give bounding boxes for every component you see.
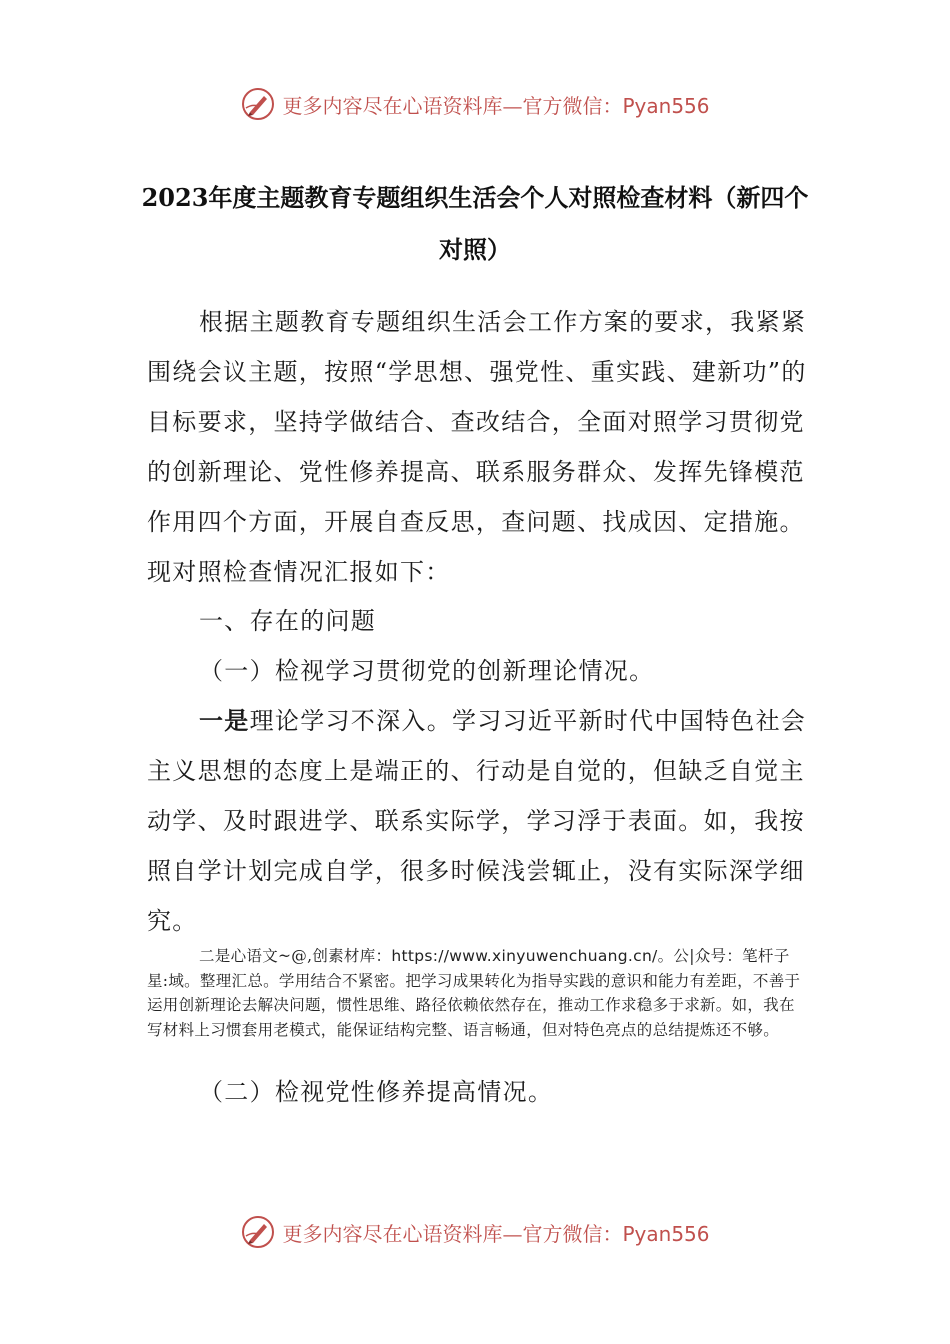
subsection-heading-party-spirit: （二）检视党性修养提高情况。 bbox=[199, 1078, 554, 1106]
banner-content bbox=[240, 86, 709, 122]
banner-text-bottom bbox=[282, 1218, 709, 1247]
point-two-body: 。公|众号：笔杆子星:域。整理汇总。学用结合不紧密。把学习成果转化为指导实践的意识和能力有差距，不善于运用创新理论去解决问题，惯性思维、路径依赖依然存在，推动工作求稳多于求新。如，我在写材料上习惯套用老模式，能保证结构完整、语言畅通，但对特色亮点的总结提炼还不够。 bbox=[147, 947, 801, 1039]
wechat-id: Pyan556 bbox=[622, 93, 710, 118]
point-two-paragraph bbox=[147, 944, 807, 1042]
pen-logo-icon bbox=[240, 1214, 276, 1250]
point-one-paragraph bbox=[147, 696, 807, 946]
document-title: 2023年度主题教育专题组织生活会个人对照检查材料（新四个对照） bbox=[141, 183, 809, 264]
section-heading-problems: 一、存在的问题 bbox=[199, 607, 377, 635]
banner-label-bottom: 更多内容尽在心语资料库—官方微信： bbox=[282, 1221, 623, 1246]
point-one-body: 理论学习不深入。学习习近平新时代中国特色社会主义思想的态度上是端正的、行动是自觉的，但缺乏自觉主动学、及时跟进学、联系实际学，学习浮于表面。如，我按照自学计划完成自学，很多时候浅尝辄止，没有实际深学细究。 bbox=[147, 707, 807, 935]
banner-label: 更多内容尽在心语资料库—官方微信： bbox=[282, 93, 623, 118]
subsection-heading-theory: （一）检视学习贯彻党的创新理论情况。 bbox=[199, 657, 655, 685]
source-link[interactable]: https://www.xinyuwenchuang.cn/ bbox=[391, 947, 658, 965]
pen-logo-icon bbox=[240, 86, 276, 122]
point-two-prefix: 二是心语文~@,创素材库： bbox=[199, 947, 392, 965]
banner-text bbox=[282, 90, 709, 119]
banner-content-bottom bbox=[240, 1214, 709, 1250]
footer-banner bbox=[0, 1212, 950, 1252]
intro-paragraph: 根据主题教育专题组织生活会工作方案的要求，我紧紧围绕会议主题，按照“学思想、强党性、重实践、建新功”的目标要求，坚持学做结合、查改结合，全面对照学习贯彻党的创新理论、党性修养提高、联系服务群众、发挥先锋模范作用四个方面，开展自查反思，查问题、找成因、定措施。现对照检查情况汇报如下： bbox=[147, 308, 807, 586]
header-banner bbox=[0, 84, 950, 124]
wechat-id-bottom: Pyan556 bbox=[622, 1221, 710, 1246]
point-one-lead: 一是 bbox=[199, 706, 250, 735]
